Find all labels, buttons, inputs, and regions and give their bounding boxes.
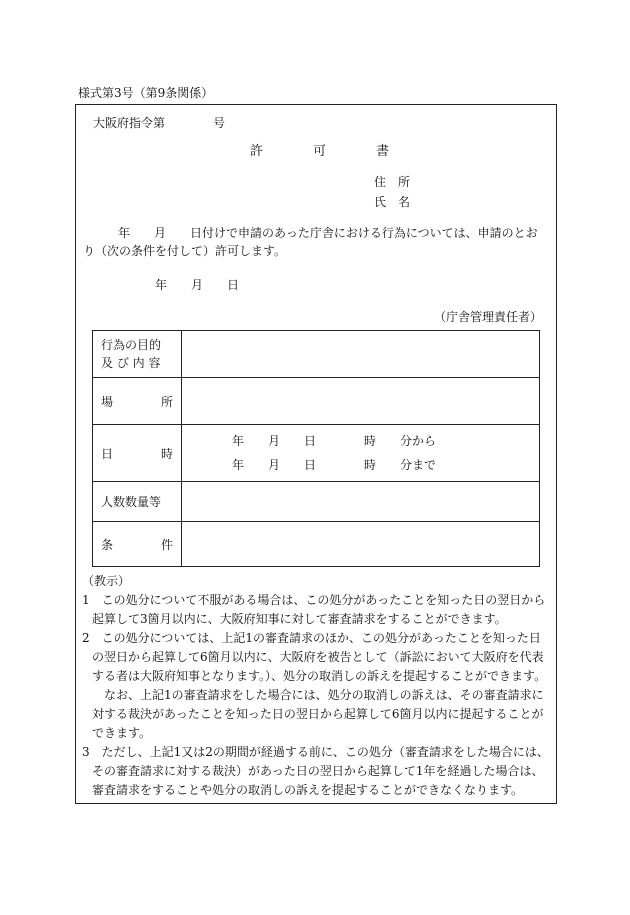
manager-label: （庁舎管理責任者） xyxy=(434,310,543,324)
issue-date: 年 月 日 xyxy=(155,278,240,292)
datetime-value-cell xyxy=(182,425,540,482)
note-item-1: 1 この処分について不服がある場合は、この処分があったことを知った日の翌日から起算して3箇月以内に、大阪府知事に対して審査請求をすることができます。 xyxy=(82,593,546,626)
place-label-left: 場 xyxy=(101,394,114,409)
quantity-label: 人数数量等 xyxy=(101,495,162,509)
purpose-label-cell xyxy=(93,331,182,378)
notes-heading: （教示） xyxy=(82,574,131,588)
datetime-to: 年 月 日 時 分まで xyxy=(232,458,437,472)
body-text-line-2: り（次の条件を付して）許可します。 xyxy=(83,244,287,258)
title-char-1: 許 xyxy=(250,144,264,159)
instruction-notes xyxy=(82,572,552,800)
title-char-2: 可 xyxy=(313,144,327,159)
conditions-label-left: 条 xyxy=(101,537,114,552)
place-value-cell xyxy=(182,378,540,425)
quantity-value-cell xyxy=(182,482,540,522)
conditions-value-cell xyxy=(182,522,540,567)
reference-number: 大阪府指令第 号 xyxy=(93,116,226,130)
address-label: 住 所 xyxy=(374,175,411,189)
place-label-cell xyxy=(93,378,182,425)
datetime-label-left: 日 xyxy=(101,446,114,461)
table-row xyxy=(93,425,540,482)
purpose-value-cell xyxy=(182,331,540,378)
datetime-label-right: 時 xyxy=(160,446,173,461)
permit-details-table xyxy=(92,330,540,567)
datetime-from: 年 月 日 時 分から xyxy=(232,434,437,448)
name-label: 氏 名 xyxy=(374,195,411,209)
table-row xyxy=(93,378,540,425)
place-label-right: 所 xyxy=(160,394,173,409)
datetime-label-cell xyxy=(93,425,182,482)
purpose-label-line-2: 及 び 内 容 xyxy=(101,356,161,370)
conditions-label-cell xyxy=(93,522,182,567)
table-row xyxy=(93,482,540,522)
quantity-label-cell xyxy=(93,482,182,522)
table-row xyxy=(93,331,540,378)
purpose-label-line-1: 行為の目的 xyxy=(101,338,162,352)
note-item-2: 2 この処分については、上記1の審査請求のほか、この処分があったことを知った日の翌日から起算して6箇月以内に、大阪府を被告として（訴訟において大阪府を代表する者は大阪府知事となります。）、処分の取消しの訴えを提起することができます。 xyxy=(82,631,547,683)
document-title xyxy=(250,140,389,159)
conditions-label-right: 件 xyxy=(160,537,173,552)
form-number-label: 様式第3号（第9条関係） xyxy=(78,86,214,100)
note-item-2-supplement: なお、上記1の審査請求をした場合には、処分の取消しの訴えは、その審査請求に対する裁決があったことを知った日の翌日から起算して6箇月以内に提起することができます。 xyxy=(92,688,544,740)
note-item-3: 3 ただし、上記1又は2の期間が経過する前に、この処分（審査請求をした場合には、その審査請求に対する裁決）があった日の翌日から起算して1年を経過した場合は、審査請求をすることや処分の取消しの訴えを提起することができなくなります。 xyxy=(82,745,549,797)
table-row xyxy=(93,522,540,567)
title-char-3: 書 xyxy=(376,144,390,159)
body-text-line-1: 年 月 日付けで申請のあった庁舎における行為については、申請のとお xyxy=(94,226,538,240)
